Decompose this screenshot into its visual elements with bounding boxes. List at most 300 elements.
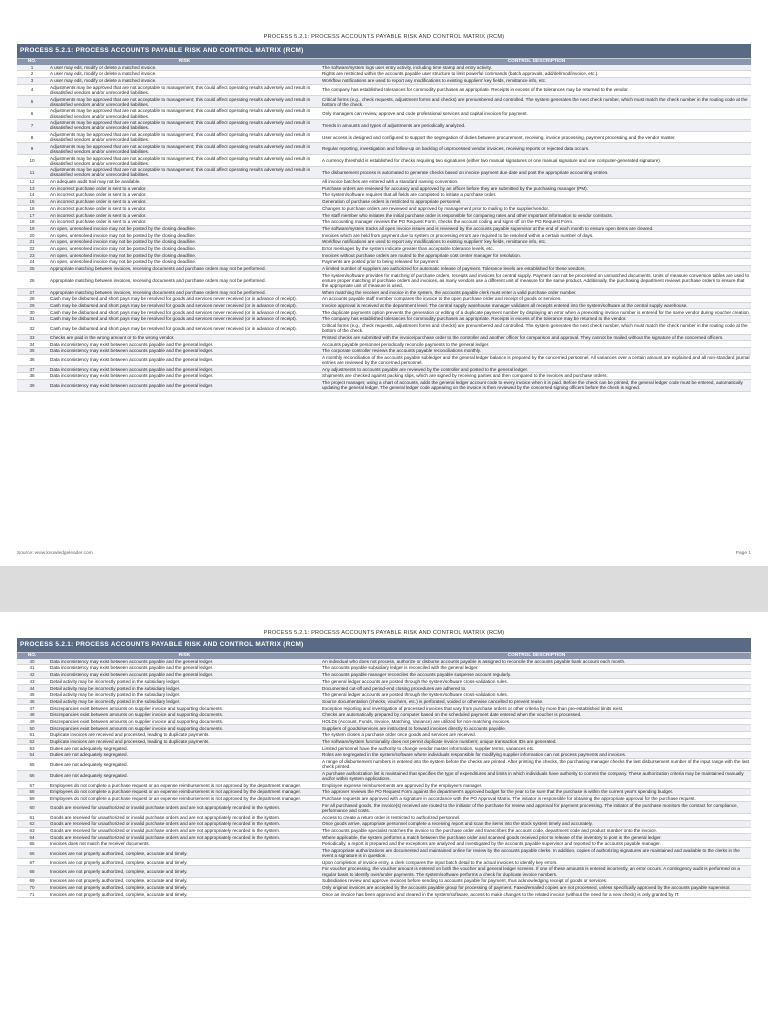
row-number: 42 [29,672,35,678]
table-row [17,796,751,803]
table-row [17,712,751,719]
row-risk: Checks are paid in the wrong amount or to the wrong vendor. [50,334,175,340]
table-row [17,699,751,706]
row-control-description: Where applicable, the system performs a match between the purchase order and scanned goods received prior to release of the inventory to post in the general ledger. [322,834,662,840]
row-number: 30 [29,309,35,315]
row-risk: Adjustments may be approved that are not acceptable to management; this could affect operating results adversely and result in dissatisfied vendors and/or unrecorded liabilities. [50,143,311,154]
table-row [17,303,751,310]
rcm-table-page-2 [17,638,751,898]
row-risk: An incorrect purchase order is sent to a vendor. [50,199,147,205]
row-number: 46 [29,698,35,704]
row-control-description: Workflow notifications are used to report any modifications to existing suppliers' key fields, remittance info, etc. [322,239,547,245]
table-row [17,186,751,193]
row-control-description: Only original invoices are accepted by the accounts payable group for processing of payment. Faxed/emailed copies are not processed, unless specifically approved by the accounts payable supervisor. [322,884,731,890]
table-row [17,841,751,848]
row-risk: A user may edit, modify or delete a matched invoice. [50,71,157,77]
table-row [17,155,751,167]
table-row [17,212,751,219]
row-control-description: Changes to purchase orders are reviewed and approved by management prior to mailing to the supplier/vendor. [322,205,550,211]
row-control-description: When matching the receiver and invoice in the system, the accounts payable clerk must enter a valid purchase order number. [322,289,577,295]
table-row [17,885,751,892]
row-control-description: A limited number of suppliers are authorized for automatic release of payment. Tolerance levels are established for these vendors. [322,266,586,272]
row-risk: An incorrect purchase order is sent to a vendor. [50,192,147,198]
row-risk: Appropriate matching between invoices, receiving documents and purchase orders may not be performed. [50,277,266,283]
row-control-description: Critical forms (e.g., check requests, adjustment forms and checks) are prenumbered and controlled. The system generates the next check number, which must match the check number in the routing code at the bottom of the check. [322,323,748,334]
row-control-description: The general ledger accounts are posted through the system/software cross-validation rules. [322,692,508,698]
column-header-no: NO. [27,59,37,64]
table-row [17,659,751,666]
row-control-description: The accounts payable manager reconciles the accounts payable suspense account regularly. [322,672,512,678]
row-number: 26 [29,277,35,283]
table-row [17,199,751,206]
document-title: PROCESS 5.2.1: PROCESS ACCOUNTS PAYABLE RISK AND CONTROL MATRIX (RCM) [263,34,505,40]
table-row [17,679,751,686]
row-number: 35 [29,348,35,354]
table-row [17,219,751,226]
table-row [17,878,751,885]
table-row [17,828,751,835]
row-control-description: For all purchased goods, the invoice(s) received are routed to the initiator of the purchase for review and approval for payment processing. The initiator of the purchase monitors the contract for compliance, performance and costs. [322,802,738,813]
row-control-description: Trends in amounts and types of adjustments are periodically analyzed. [322,122,466,128]
row-number: 36 [29,357,35,363]
row-risk: Data inconsistency may exist between accounts payable and the general ledger. [50,348,214,354]
rcm-table-page-1 [17,44,751,392]
table-row [17,380,751,392]
row-control-description: Invoice approval is received at the department level. The central supply warehouse manager validates all receipts entered into the system/software at the central supply warehouse. [322,302,688,308]
table-row [17,692,751,699]
row-risk: Duties are not adequately segregated. [50,761,128,767]
row-control-description: All invoice batches are entered with a standard naming convention. [322,179,459,185]
row-number: 50 [29,725,35,731]
row-number: 51 [29,732,35,738]
row-risk: An open, unresolved invoice may not be posted by the closing deadline. [50,225,197,231]
row-risk: An open, unresolved invoice may not be posted by the closing deadline. [50,232,197,238]
row-control-description: The staff member who initiates the initial purchase order is responsible for comparing rates and other important information to vendor contracts. [322,212,613,218]
row-number: 24 [29,259,35,265]
row-control-description: For voucher processing, the voucher amount is entered on both the voucher and general ledger screens. If one of these amounts is entered incorrectly, an error occurs. A contingency audit is performed on a regular basis to identify over/under payments. The system/software performs a check for duplicate invoice numbers. [322,866,740,877]
row-risk: Goods are received for unauthorized or invalid purchase orders and are not appropriately recorded in the system. [50,827,281,833]
table-body-page-1 [17,65,751,392]
row-control-description: The system/software provides for matching of purchase orders, receipts and invoices for central supply. Payment can not be processed on unmatched documents. Units of measure conversion tables are used to ensure proper matching of purchase orders and invoices, as many vendors use a different unit of measure for the same product. Additionally, the purchasing department reviews purchase orders to ensure that the appropriate unit of measure is used. [322,272,750,288]
table-row [17,685,751,692]
row-number: 69 [29,878,35,884]
row-control-description: The system closes a purchase order once goods and services are received. [322,732,476,738]
table-row [17,96,751,108]
row-number: 1 [30,64,34,70]
row-control-description: The general ledger accounts are posted through the system/software cross-validation rules. [322,678,508,684]
row-risk: Data inconsistency may exist between accounts payable and the general ledger. [50,665,214,671]
row-control-description: The accounts payable subsidiary ledger is reconciled with the general ledger. [322,665,479,671]
table-row [17,316,751,323]
column-header-risk: RISK [178,59,191,64]
row-risk: Duties are not adequately segregated. [50,773,128,779]
table-row [17,206,751,213]
table-row [17,665,751,672]
row-control-description: The accounts payable specialist matches the invoice to the purchase order and transcribes the account code, department code and product number onto the invoice. [322,827,658,833]
table-row [17,725,751,732]
row-control-description: Documented cut-off and period-end closing procedures are adhered to. [322,685,467,691]
table-row [17,232,751,239]
table-banner: PROCESS 5.2.1: PROCESS ACCOUNTS PAYABLE RISK AND CONTROL MATRIX (RCM) [17,44,751,58]
row-number: 61 [29,814,35,820]
row-risk: An adequate audit trail may not be available. [50,179,141,185]
row-number: 29 [29,302,35,308]
row-control-description: The software/system logs user entry activity, including time stamp and entry activity. [322,64,492,70]
row-control-description: Source documentation (checks, vouchers, etc.) is perforated, voided or otherwise cancelled to prevent reuse. [322,698,544,704]
row-control-description: HOLDs (Account, Funds, Invoice, Matching, Variance) are utilized for non-matching invoices. [322,718,511,724]
row-number: 28 [29,296,35,302]
row-control-description: Critical forms (e.g., check requests, adjustment forms and checks) are prenumbered and controlled. The system generates the next check number, which must match the check number in the routing code at the bottom of the check. [322,96,748,107]
row-risk: An open, unresolved invoice may not be posted by the closing deadline. [50,252,197,258]
row-number: 34 [29,341,35,347]
row-risk: Cash may be disbursed and short pays may be resolved for goods and services never received (or in advance of receipt). [50,296,297,302]
table-row [17,108,751,120]
row-control-description: The company has established tolerances for commodity purchases as appropriate. Receipts in excess of the tolerance may be returned to the vendor. [322,316,627,322]
row-control-description: Accounts payable personnel periodically reconcile payments to the general ledger. [322,341,490,347]
row-risk: Invoices are not properly authorized, complete, accurate and timely. [50,884,188,890]
row-control-description: Employee expense reimbursements are approved by the employee's manager. [322,782,483,788]
row-number: 64 [29,834,35,840]
row-risk: Discrepancies exist between amounts on supplier invoice and supporting documents. [50,712,224,718]
row-control-description: Invoices which are held from payment due to system or processing errors are required to be resolved within a certain number of days. [322,232,594,238]
row-risk: Adjustments may be approved that are not acceptable to management; this could affect operating results adversely and result in dissatisfied vendors and/or unrecorded liabilities. [50,108,311,119]
table-row [17,789,751,796]
row-risk: Cash may be disbursed and short pays may be resolved for goods and services never received (or in advance of receipt). [50,309,297,315]
table-row [17,259,751,266]
row-risk: An open, unresolved invoice may not be posted by the closing deadline. [50,239,197,245]
table-row [17,192,751,199]
row-number: 5 [30,99,34,105]
row-number: 18 [29,219,35,225]
row-number: 31 [29,316,35,322]
row-number: 27 [29,289,35,295]
row-risk: Employees do not complete a purchase request or an expense reimbursement is not approved by the department manager. [50,789,302,795]
column-header-no: NO. [27,653,37,658]
row-number: 17 [29,212,35,218]
table-row [17,672,751,679]
row-number: 54 [29,752,35,758]
row-control-description: Limited personnel have the authority to change vendor master information, supplier terms, variances etc. [322,745,535,751]
row-number: 49 [29,718,35,724]
row-risk: Adjustments may be approved that are not acceptable to management; this could affect operating results adversely and result in dissatisfied vendors and/or unrecorded liabilities. [50,84,311,95]
row-risk: Cash may be disbursed and short pays may be resolved for goods and services never received (or in advance of receipt). [50,302,297,308]
table-banner: PROCESS 5.2.1: PROCESS ACCOUNTS PAYABLE RISK AND CONTROL MATRIX (RCM) [17,638,751,652]
row-control-description: A monthly reconciliation of the accounts payable subledger and the general ledger balance is prepared by the concerned personnel. All variances over a certain amount are explained and all non-standard journal entries are reviewed by the concerned personnel. [322,354,750,365]
column-header-control: CONTROL DESCRIPTION [507,653,566,658]
row-control-description: A currency threshold is established for checks requiring two signatures (either two manual signatures or one manual signature and one computer-generated signature). [322,158,662,164]
row-control-description: The disbursement process is automated to generate checks based on invoice payment due date and post the appropriate accounting entries. [322,169,609,175]
row-number: 13 [29,185,35,191]
table-row [17,179,751,186]
row-control-description: The project manager, using a chart of accounts, adds the general ledger account code to every invoice when it is paid. Before the check can be printed, the general ledger code must be entered, automatically updating the general ledger. The general ledger code appearing on the invoice is then reviewed by the concerned signing officers before the check is signed. [322,380,743,391]
table-row [17,239,751,246]
row-number: 19 [29,225,35,231]
table-row [17,771,751,783]
row-number: 71 [29,891,35,897]
row-number: 20 [29,232,35,238]
table-row [17,323,751,335]
footer-page-number: Page 1 [735,551,751,556]
row-control-description: The accounting manager reviews the PO Request Form, checks the account coding and signs off on the PO Request Form. [322,219,574,225]
row-risk: Detail activity may be incorrectly posted in the subsidiary ledger. [50,692,181,698]
row-control-description: Periodically, a report is prepared and the exceptions are analyzed and investigated by the accounts payable supervisor and reported to the accounts payable manager. [322,841,661,847]
row-number: 40 [29,658,35,664]
row-control-description: Payments are posted prior to being released for payment. [322,259,440,265]
table-row [17,341,751,348]
table-row [17,85,751,97]
table-row [17,802,751,814]
row-risk: Detail activity may be incorrectly posted in the subsidiary ledger. [50,685,181,691]
row-risk: Employees do not complete a purchase request or an expense reimbursement is not approved by the department manager. [50,796,302,802]
row-number: 10 [29,158,35,164]
row-number: 59 [29,796,35,802]
row-risk: Appropriate matching between invoices, receiving documents and purchase orders may not be performed. [50,289,266,295]
row-control-description: An accounts payable staff member compares the invoice to the open purchase order and receipt of goods or services. [322,296,562,302]
row-control-description: Invoices without purchase orders are routed to the appropriate cost center manager for resolution. [322,252,521,258]
table-row [17,814,751,821]
table-body-page-2 [17,659,751,898]
row-control-description: Exception reporting and investigation of processed invoices that vary from purchase orders or other criteria by more than pre-established limits exist. [322,705,624,711]
table-row [17,705,751,712]
row-risk: Discrepancies exist between amounts on supplier invoice and supporting documents. [50,705,224,711]
row-control-description: An individual who does not process, authorize or disburse accounts payable is assigned to reconcile the accounts payable bank account each month. [322,658,626,664]
row-control-description: Any adjustments to accounts payable are reviewed by the controller and posted to the general ledger. [322,366,529,372]
column-header-control: CONTROL DESCRIPTION [507,59,566,64]
row-risk: An open, unresolved invoice may not be posted by the closing deadline. [50,245,197,251]
row-number: 67 [29,859,35,865]
row-number: 52 [29,739,35,745]
row-risk: Duties are not adequately segregated. [50,745,128,751]
row-number: 53 [29,745,35,751]
table-row [17,355,751,367]
document-title: PROCESS 5.2.1: PROCESS ACCOUNTS PAYABLE RISK AND CONTROL MATRIX (RCM) [263,630,505,636]
row-risk: Duties are not adequately segregated. [50,752,128,758]
row-number: 45 [29,692,35,698]
row-control-description: Suppliers of goods/services are instructed to forward invoices directly to accounts payable. [322,725,507,731]
row-risk: Detail activity may be incorrectly posted in the subsidiary ledger. [50,678,181,684]
row-control-description: Subsidiaries review and approve invoices before sending to accounts payable for payment, thus acknowledging receipt of goods or services. [322,878,608,884]
table-row [17,821,751,828]
row-control-description: The appropriate authorizations are documented and maintained online for review by the accounts payable clerks. In addition, copies of authorizing signatures are maintained and available to the clerks in the event a signature is in question. [322,847,740,859]
row-number: 55 [29,761,35,767]
table-row [17,266,751,273]
row-number: 68 [29,868,35,874]
row-number: 2 [30,71,34,77]
row-risk: An incorrect purchase order is sent to a vendor. [50,185,147,191]
table-row [17,859,751,866]
row-risk: Cash may be disbursed and short pays may be resolved for goods and services never received (or in advance of receipt). [50,316,297,322]
row-risk: Adjustments may be approved that are not acceptable to management; this could affect operating results adversely and result in dissatisfied vendors and/or unrecorded liabilities. [50,155,311,166]
row-risk: Invoices does not match the receiver documents. [50,841,150,847]
column-header-risk: RISK [178,653,191,658]
page-footer [17,551,751,556]
row-risk: Goods are received for unauthorized or invalid purchase orders and are not appropriately recorded in the system. [50,805,281,811]
row-risk: Duplicate invoices are received and processed, leading to duplicate payments. [50,732,210,738]
row-risk: Discrepancies exist between amounts on supplier invoice and supporting documents. [50,718,224,724]
row-risk: An incorrect purchase order is sent to a vendor. [50,205,147,211]
row-risk: Duplicate invoices are received and processed, leading to duplicate payments. [50,739,210,745]
row-risk: Data inconsistency may exist between accounts payable and the general ledger. [50,357,214,363]
row-control-description: Purchase requests are approved with a signature in accordance with the PO Approval Matrix. The initiator is responsible for obtaining the appropriate approval for the purchase request. [322,796,696,802]
row-number: 9 [30,146,34,152]
row-number: 15 [29,199,35,205]
table-row [17,226,751,233]
table-row [17,732,751,739]
row-number: 16 [29,205,35,211]
row-control-description: Access to create a return order is restricted to authorized personnel. [322,814,461,820]
table-row [17,348,751,355]
row-risk: Goods are received for unauthorized or invalid purchase orders and are not appropriately recorded in the system. [50,814,281,820]
row-number: 62 [29,821,35,827]
row-number: 65 [29,841,35,847]
row-number: 21 [29,239,35,245]
row-risk: Adjustments may be approved that are not acceptable to management; this could affect operating results adversely and result in dissatisfied vendors and/or unrecorded liabilities. [50,167,311,178]
row-risk: Data inconsistency may exist between accounts payable and the general ledger. [50,382,214,388]
row-number: 6 [30,110,34,116]
row-control-description: Upon completion of invoice entry, a clerk compares the input batch detail to the actual invoices to identify key errors. [322,859,558,865]
row-control-description: User access is designed and configured to support the segregation of duties between procurement, receiving, invoice processing, payment processing and the vendor master. [322,134,676,140]
row-number: 22 [29,245,35,251]
table-row [17,373,751,380]
row-number: 57 [29,782,35,788]
row-control-description: Printed checks are submitted with the invoice/purchase order to the controller and another officer for comparison and approval. They cannot be mailed without the signature of the concerned officers. [322,334,724,340]
row-number: 12 [29,179,35,185]
table-row [17,745,751,752]
row-risk: Appropriate matching between invoices, receiving documents and purchase orders may not be performed. [50,266,266,272]
row-number: 37 [29,366,35,372]
row-risk: Adjustments may be approved that are not acceptable to management; this could affect operating results adversely and result in dissatisfied vendors and/or unrecorded liabilities. [50,96,311,107]
row-control-description: Checks are automatically prepared by computer based on the scheduled payment date entered when the voucher is processed. [322,712,582,718]
table-row [17,834,751,841]
row-number: 56 [29,773,35,779]
row-risk: Adjustments may be approved that are not acceptable to management; this could affect operating results adversely and result in dissatisfied vendors and/or unrecorded liabilities. [50,120,311,131]
row-risk: A user may edit, modify or delete a matched invoice. [50,78,157,84]
row-risk: Employees do not complete a purchase request or an expense reimbursement is not approved by the department manager. [50,782,302,788]
table-row [17,848,751,860]
table-row [17,289,751,296]
row-risk: Data inconsistency may exist between accounts payable and the general ledger. [50,366,214,372]
row-control-description: The corporate controller reviews the accounts payable reconciliations monthly. [322,348,481,354]
row-number: 32 [29,325,35,331]
row-risk: Discrepancies exist between amounts on supplier invoice and supporting documents. [50,725,224,731]
row-control-description: The software/system tracks all open invoice issues and is reviewed by the accounts payable supervisor at the end of each month to ensure open items are cleared. [322,225,654,231]
row-number: 25 [29,266,35,272]
row-risk: Cash may be disbursed and short pays may be resolved for goods and services never received (or in advance of receipt). [50,325,297,331]
row-risk: Adjustments may be approved that are not acceptable to management; this could affect operating results adversely and result in dissatisfied vendors and/or unrecorded liabilities. [50,131,311,143]
row-control-description: Shipments are checked against packing slips, which are signed by receiving parties and then compared to the invoices and purchase orders. [322,373,608,379]
row-control-description: Purchase orders are reviewed for accuracy and approved by an officer before they are submitted by the purchasing manager (PM). [322,185,588,191]
table-row [17,132,751,144]
table-row [17,143,751,155]
table-row [17,866,751,878]
row-risk: Invoices are not properly authorized, complete, accurate and timely. [50,850,188,856]
row-number: 44 [29,685,35,691]
row-risk: A user may edit, modify or delete a matched invoice. [50,64,157,70]
row-number: 11 [29,169,35,175]
row-control-description: The system/software requires that all fields are completed to initiate a purchase order. [322,192,497,198]
row-control-description: Workflow notifications are used to report any modifications to existing suppliers' key fields, remittance info, etc. [322,78,547,84]
table-row [17,309,751,316]
row-control-description: Only managers can review, approve and code professional services and capital invoices for payment. [322,110,528,116]
row-number: 3 [30,78,34,84]
table-row [17,891,751,898]
table-row [17,71,751,78]
table-row [17,366,751,373]
row-control-description: A purchase authorization list is maintained that specifies the type of expenditures and limits in which individuals have authority to commit the company. These authorization criteria may be maintained manually and/or within system applications. [322,770,744,781]
row-control-description: Regular reporting, investigation and follow-up on backlog of unprocessed vendor invoices, receiving reports or rejected data occurs. [322,146,590,152]
row-number: 58 [29,789,35,795]
row-risk: Data inconsistency may exist between accounts payable and the general ledger. [50,341,214,347]
table-row [17,739,751,746]
row-number: 39 [29,382,35,388]
row-risk: Invoices are not properly authorized, complete, accurate and timely. [50,859,188,865]
row-risk: Invoices are not properly authorized, complete, accurate and timely. [50,891,188,897]
row-risk: An incorrect purchase order is sent to a vendor. [50,212,147,218]
row-number: 33 [29,334,35,340]
table-row [17,272,751,289]
row-risk: An open, unresolved invoice may not be posted by the closing deadline. [50,259,197,265]
table-row [17,335,751,342]
row-number: 43 [29,678,35,684]
table-row [17,167,751,179]
row-control-description: A range of disbursement numbers is entered into the system before the checks are printed. After printing the checks, the purchasing manager checks the last disbursement number of the input range with the last check printed. [322,759,749,770]
table-row [17,252,751,259]
row-control-description: The duplicate payments option prevents the generation or editing of a duplicate payment number by displaying an error when a preexisting invoice number is entered for the same vendor during voucher creation. [322,309,750,315]
row-number: 14 [29,192,35,198]
row-control-description: The company has established tolerances for commodity purchases as appropriate. Receipts in excess of the tolerances may be returned to the vendor. [322,87,629,93]
row-number: 47 [29,705,35,711]
row-number: 66 [29,850,35,856]
row-control-description: Once goods arrive, appropriate personnel complete a receiving report and scan the items into the stock system timely and accurately. [322,821,593,827]
row-risk: Goods are received for unauthorized or invalid purchase orders and are not appropriately recorded in the system. [50,834,281,840]
row-control-description: Generation of purchase orders is restricted to appropriate personnel. [322,199,462,205]
row-risk: Invoices are not properly authorized, complete, accurate and timely. [50,868,188,874]
row-number: 38 [29,373,35,379]
row-risk: Data inconsistency may exist between accounts payable and the general ledger. [50,373,214,379]
document-page-2 [0,612,768,1024]
table-row [17,120,751,132]
row-number: 4 [30,87,34,93]
row-number: 70 [29,884,35,890]
row-risk: An incorrect purchase order is sent to a vendor. [50,219,147,225]
row-number: 63 [29,827,35,833]
row-risk: Detail activity may be incorrectly posted in the subsidiary ledger. [50,698,181,704]
row-risk: Goods are received for unauthorized or invalid purchase orders and are not appropriately recorded in the system. [50,821,281,827]
row-control-description: Rights are restricted within the accounts payable user structure to limit powerful commands (batch approvals, add/del/mod/invoice, etc.). [322,71,599,77]
footer-source: Source: www.knowledgeleader.com [17,551,93,556]
row-control-description: The software/system functionality does not permit duplicate invoice numbers; unique transaction IDs are generated. [322,739,557,745]
table-row [17,65,751,72]
row-number: 41 [29,665,35,671]
row-number: 48 [29,712,35,718]
table-row [17,296,751,303]
table-row [17,752,751,759]
row-number: 8 [30,134,34,140]
row-risk: Data inconsistency may exist between accounts payable and the general ledger. [50,658,214,664]
row-risk: Data inconsistency may exist between accounts payable and the general ledger. [50,672,214,678]
row-control-description: Error messages by the system indicate greater than acceptable tolerance levels, etc. [322,245,494,251]
table-row [17,759,751,771]
table-row [17,782,751,789]
row-control-description: Roles are segregated in the system/software where individuals responsible for modifying supplier information can not process payments and invoices. [322,752,627,758]
row-number: 23 [29,252,35,258]
row-number: 60 [29,805,35,811]
table-row [17,719,751,726]
row-control-description: Once an invoice has been approved and cleared in the system/software, access to make changes to the related invoice (without the need for a new check) is only granted by IT. [322,891,680,897]
table-row [17,78,751,85]
row-risk: Invoices are not properly authorized, complete, accurate and timely. [50,878,188,884]
row-control-description: The approver reviews the PO Request Form against the department's approved budget for the year to be sure that the purchase is within the current year's spending budget. [322,789,674,795]
